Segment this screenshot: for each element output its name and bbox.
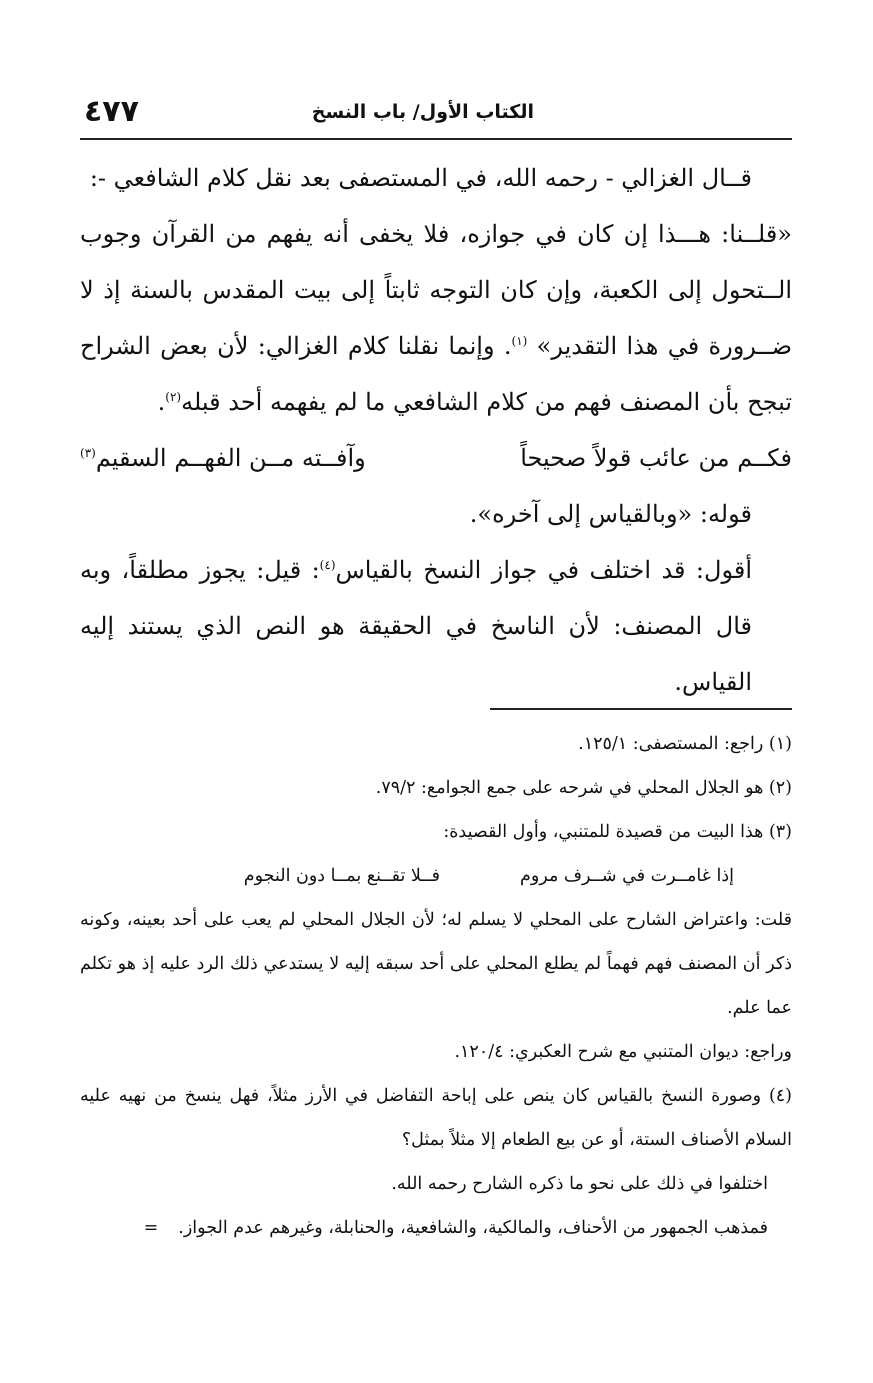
header-divider (80, 138, 792, 140)
footnote-ref-2: (٢) (165, 390, 182, 404)
footnote-ref-1: (١) (511, 334, 528, 348)
footnote-3-comment: قلت: واعتراض الشارح على المحلي لا يسلم له؛ لأن الجلال المحلي لم يعب على أحد بعينه، وكونه ذكر أن المصنف فهم فهماً لم يطلع المحلي على أحد سبقه إليه لا يستدعي ذلك الرد عليه إذ هو تكلم عما علم. (80, 910, 792, 1018)
footnote-ref-4: (٤) (319, 558, 336, 572)
running-title: الكتاب الأول/ باب النسخ (311, 101, 534, 123)
footnote-4: (٤) وصورة النسخ بالقياس كان ينص على إباحة التفاضل في الأرز مثلاً، فهل ينسخ من نهيه عليه السلام الأصناف الستة، أو عن بيع الطعام إلا مثلاً بمثل؟ (80, 1086, 792, 1150)
paragraph-4: أقول: قد اختلف في جواز النسخ بالقياس$^{(٤)}$: قيل: يجوز مطلقاً، وبه قال المصنف: لأن الناسخ في الحقيقة هو النص الذي يستند إليه القياس. (80, 556, 752, 696)
footnote-2: (٢) هو الجلال المحلي في شرحه على جمع الجوامع: ٧٩/٢. (375, 778, 792, 798)
main-text (80, 150, 792, 710)
footnote-4-note: اختلفوا في ذلك على نحو ما ذكره الشارح رحمه الله. (391, 1174, 768, 1194)
page-header (80, 92, 792, 136)
footnote-ref-3: (٣) (80, 446, 96, 460)
continuation-mark: = (143, 1218, 159, 1238)
footnote-verse-hemistich-1: إذا غامــرت في شــرف مروم (520, 866, 734, 886)
page-number: ٤٧٧ (84, 94, 139, 129)
paragraph-1: قــال الغزالي - رحمه الله، في المستصفى بعد نقل كلام الشافعي -: (89, 164, 752, 192)
footnote-4-continued: فمذهب الجمهور من الأحناف، والمالكية، والشافعية، والحنابلة، وغيرهم عدم الجواز.= (143, 1218, 768, 1238)
footnote-verse (134, 854, 792, 898)
paragraph-2-continued: . وإنما نقلنا كلام الغزالي: لأن بعض الشراح تبجح بأن المصنف فهم من كلام الشافعي ما لم يفهمه أحد قبله (80, 332, 792, 416)
quote-text: «قلــنا: هـــذا إن كان في جوازه، فلا يخفى أنه يفهم من القرآن وجوب الــتحول إلى الكعبة، وإن كان التوجه ثابتاً إلى بيت المقدس بالسنة إذ لا ضــرورة في هذا التقدير» (80, 220, 792, 360)
footnote-divider (490, 708, 792, 710)
verse-hemistich-2: وآفــته مــن الفهــم السقيم$^{(٣)}$ (80, 444, 366, 472)
footnote-verse-hemistich-2: فــلا تقــنع بمــا دون النجوم (243, 866, 440, 886)
footnote-3: (٣) هذا البيت من قصيدة للمتنبي، وأول القصيدة: (443, 822, 792, 842)
footnote-3-reference: وراجع: ديوان المتنبي مع شرح العكبري: ١٢٠/٤. (454, 1042, 792, 1062)
paragraph-2: «قلــنا: هـــذا إن كان في جوازه، فلا يخفى أنه يفهم من القرآن وجوب الــتحول إلى الكعبة، وإن كان التوجه ثابتاً إلى بيت المقدس بالسنة إذ لا ضــرورة في هذا التقدير» $^{(١)}$. وإنما نقلنا كلام الغزالي: لأن بعض الشراح تبجح بأن المصنف فهم من كلام الشافعي ما لم يفهمه أحد قبله$^{(٢)}$. (80, 220, 792, 416)
verse-hemistich-1: فكــم من عائب قولاً صحيحاً (520, 444, 792, 472)
paragraph-3: قوله: «وبالقياس إلى آخره». (469, 500, 752, 528)
verse-line (80, 430, 792, 486)
footnote-1: (١) راجع: المستصفى: ١٢٥/١. (578, 734, 792, 754)
footnotes (80, 722, 792, 1250)
